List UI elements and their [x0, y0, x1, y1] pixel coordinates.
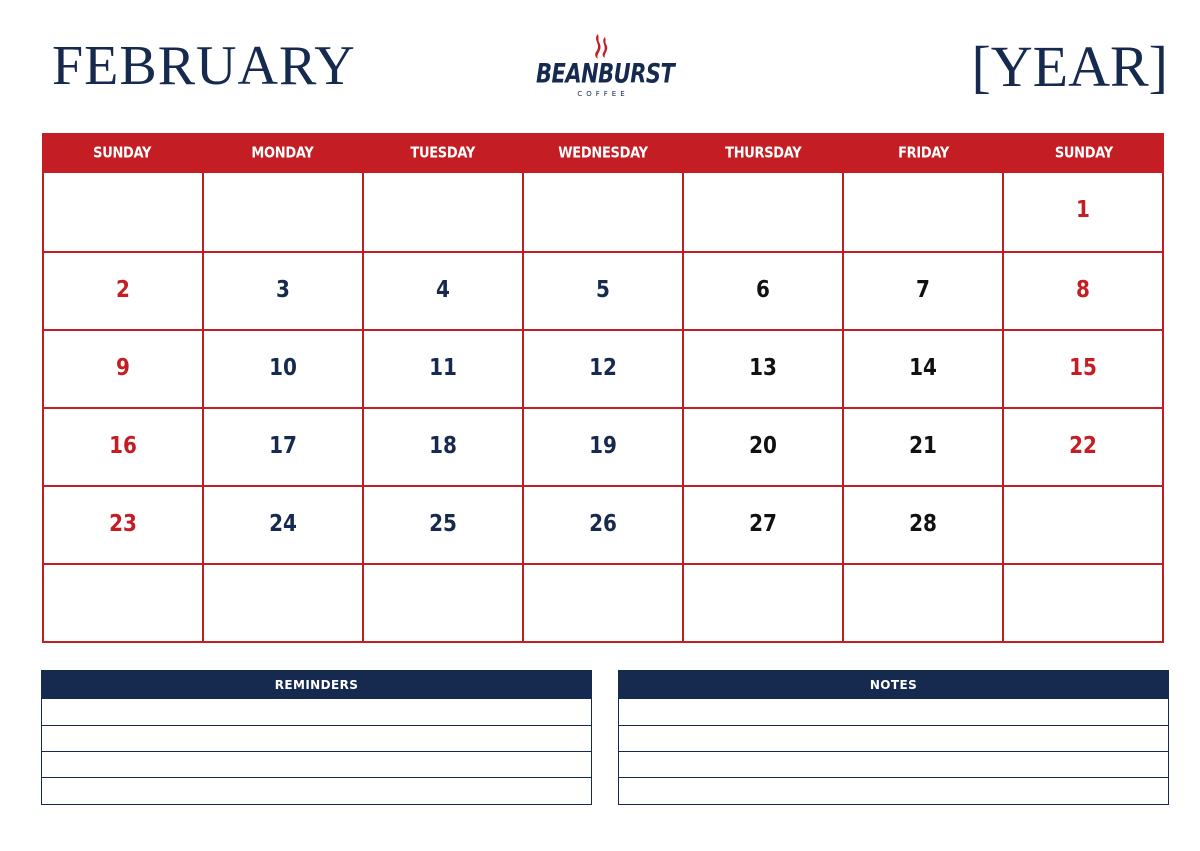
- notes-title: NOTES: [619, 671, 1168, 699]
- year-title: [YEAR]: [971, 34, 1168, 99]
- note-line[interactable]: [619, 725, 1168, 751]
- day-number: 11: [429, 353, 457, 381]
- day-number: 25: [429, 509, 457, 537]
- day-cell[interactable]: [524, 251, 684, 329]
- day-cell[interactable]: [844, 173, 1004, 251]
- note-line[interactable]: [619, 777, 1168, 803]
- day-number: 26: [589, 509, 617, 537]
- day-cell[interactable]: [204, 485, 364, 563]
- day-number: 19: [589, 431, 617, 459]
- day-number: 9: [116, 353, 130, 381]
- day-cell[interactable]: [364, 407, 524, 485]
- date-grid: [42, 173, 1164, 643]
- reminder-line[interactable]: [42, 725, 591, 751]
- day-cell[interactable]: [684, 563, 844, 641]
- note-line[interactable]: [619, 699, 1168, 725]
- day-cell[interactable]: [1004, 251, 1164, 329]
- reminder-line[interactable]: [42, 777, 591, 803]
- steam-flame-icon: [590, 32, 612, 62]
- day-number: 17: [269, 431, 297, 459]
- day-cell[interactable]: [44, 251, 204, 329]
- day-number: 24: [269, 509, 297, 537]
- day-number: 4: [436, 275, 450, 303]
- day-number: 20: [749, 431, 777, 459]
- day-cell[interactable]: [204, 173, 364, 251]
- day-cell[interactable]: [684, 173, 844, 251]
- day-cell[interactable]: [844, 329, 1004, 407]
- day-number: 23: [109, 509, 137, 537]
- day-number: 7: [916, 275, 930, 303]
- day-cell[interactable]: [1004, 485, 1164, 563]
- day-cell[interactable]: [524, 329, 684, 407]
- day-number: 2: [116, 275, 130, 303]
- day-cell[interactable]: [844, 563, 1004, 641]
- weekday-label: TUESDAY: [410, 144, 475, 163]
- day-cell[interactable]: [204, 329, 364, 407]
- weekday-label: SUNDAY: [1054, 144, 1113, 163]
- day-number: 21: [909, 431, 937, 459]
- day-cell[interactable]: [1004, 173, 1164, 251]
- day-number: 14: [909, 353, 937, 381]
- weekday-label: WEDNESDAY: [558, 144, 648, 163]
- day-number: 8: [1076, 275, 1090, 303]
- weekday-header: [42, 133, 1164, 173]
- day-number: 16: [109, 431, 137, 459]
- reminder-line[interactable]: [42, 751, 591, 777]
- notes-panel: [618, 670, 1169, 805]
- weekday-label: SUNDAY: [93, 144, 152, 163]
- day-cell[interactable]: [684, 407, 844, 485]
- day-cell[interactable]: [524, 563, 684, 641]
- day-number: 27: [749, 509, 777, 537]
- day-cell[interactable]: [684, 485, 844, 563]
- day-cell[interactable]: [844, 407, 1004, 485]
- day-number: 18: [429, 431, 457, 459]
- calendar: [42, 133, 1164, 643]
- day-cell[interactable]: [364, 563, 524, 641]
- day-cell[interactable]: [684, 251, 844, 329]
- brand-logo: [536, 32, 675, 112]
- day-cell[interactable]: [204, 563, 364, 641]
- day-number: 10: [269, 353, 297, 381]
- reminders-panel: [41, 670, 592, 805]
- logo-wordmark: BEANBURST: [536, 58, 675, 89]
- day-cell[interactable]: [1004, 563, 1164, 641]
- day-cell[interactable]: [364, 485, 524, 563]
- month-title: FEBRUARY: [52, 35, 356, 97]
- day-cell[interactable]: [524, 173, 684, 251]
- day-number: 1: [1076, 195, 1090, 223]
- day-cell[interactable]: [44, 407, 204, 485]
- day-cell[interactable]: [364, 251, 524, 329]
- day-number: 13: [749, 353, 777, 381]
- day-cell[interactable]: [364, 329, 524, 407]
- weekday-label: MONDAY: [251, 144, 314, 163]
- day-cell[interactable]: [44, 485, 204, 563]
- day-number: 28: [909, 509, 937, 537]
- day-cell[interactable]: [204, 407, 364, 485]
- day-cell[interactable]: [44, 563, 204, 641]
- day-cell[interactable]: [44, 173, 204, 251]
- reminder-line[interactable]: [42, 699, 591, 725]
- day-cell[interactable]: [364, 173, 524, 251]
- day-cell[interactable]: [844, 251, 1004, 329]
- reminders-title: REMINDERS: [42, 671, 591, 699]
- logo-tagline: COFFEE: [577, 90, 629, 98]
- day-number: 5: [596, 275, 610, 303]
- day-cell[interactable]: [1004, 407, 1164, 485]
- day-cell[interactable]: [44, 329, 204, 407]
- weekday-label: THURSDAY: [725, 144, 802, 163]
- day-cell[interactable]: [844, 485, 1004, 563]
- weekday-label: FRIDAY: [898, 144, 950, 163]
- day-number: 3: [276, 275, 290, 303]
- day-cell[interactable]: [524, 485, 684, 563]
- day-cell[interactable]: [204, 251, 364, 329]
- day-cell[interactable]: [524, 407, 684, 485]
- day-number: 22: [1069, 431, 1097, 459]
- day-number: 15: [1069, 353, 1097, 381]
- day-number: 6: [756, 275, 770, 303]
- day-cell[interactable]: [1004, 329, 1164, 407]
- day-number: 12: [589, 353, 617, 381]
- note-line[interactable]: [619, 751, 1168, 777]
- day-cell[interactable]: [684, 329, 844, 407]
